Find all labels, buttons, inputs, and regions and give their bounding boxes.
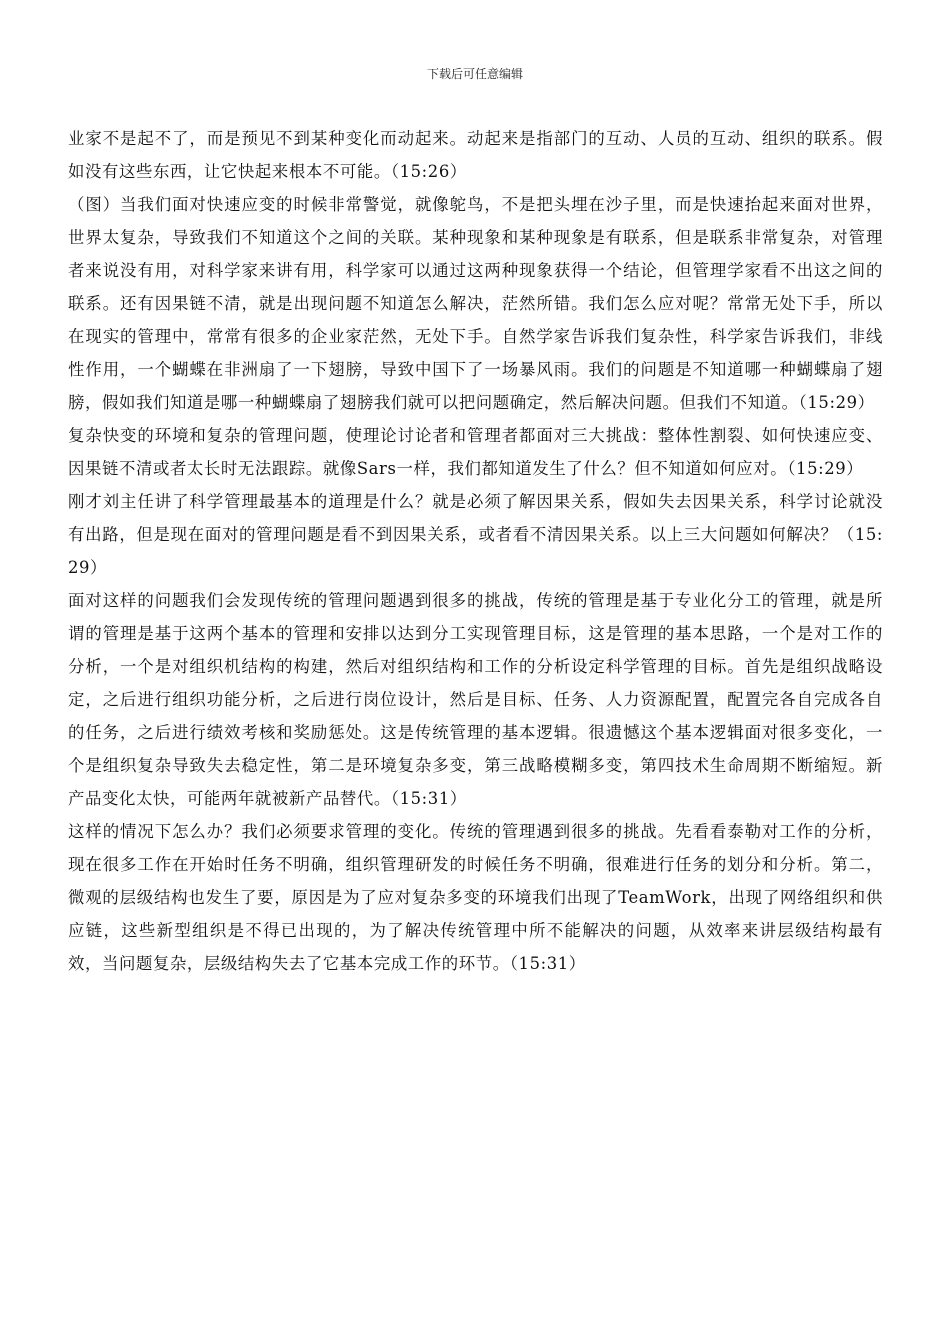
paragraph: 这样的情况下怎么办？我们必须要求管理的变化。传统的管理遇到很多的挑战。先看看泰勒对工作的分析，现在很多工作在开始时任务不明确，组织管理研发的时候任务不明确，很难进行任务的划分和分析。第二，微观的层级结构也发生了要，原因是为了应对复杂多变的环境我们出现了TeamWork，出现了网络组织和供应链，这些新型组织是不得已出现的，为了解决传统管理中所不能解决的问题，从效率来讲层级结构最有效，当问题复杂，层级结构失去了它基本完成工作的环节。（15:31） xyxy=(68,822,883,973)
paragraph: （图）当我们面对快速应变的时候非常警觉，就像鸵鸟，不是把头埋在沙子里，而是快速抬起来面对世界，世界太复杂，导致我们不知道这个之间的关联。某种现象和某种现象是有联系，但是联系非常复杂，对管理者来说没有用，对科学家来讲有用，科学家可以通过这两种现象获得一个结论，但管理学家看不出这之间的联系。还有因果链不清，就是出现问题不知道怎么解决，茫然所错。我们怎么应对呢？常常无处下手，所以在现实的管理中，常常有很多的企业家茫然，无处下手。自然学家告诉我们复杂性，科学家告诉我们，非线性作用，一个蝴蝶在非洲扇了一下翅膀，导致中国下了一场暴风雨。我们的问题是不知道哪一种蝴蝶扇了翅膀，假如我们知道是哪一种蝴蝶扇了翅膀我们就可以把问题确定，然后解决问题。但我们不知道。（15:29） xyxy=(68,195,883,412)
paragraph: 刚才刘主任讲了科学管理最基本的道理是什么？就是必须了解因果关系，假如失去因果关系，科学讨论就没有出路，但是现在面对的管理问题是看不到因果关系，或者看不清因果关系。以上三大问题如何解决？（15:29） xyxy=(68,492,883,577)
page-header: 下载后可任意编辑 xyxy=(426,67,523,81)
document-body xyxy=(68,122,883,980)
paragraph: 面对这样的问题我们会发现传统的管理问题遇到很多的挑战，传统的管理是基于专业化分工的管理，就是所谓的管理是基于这两个基本的管理和安排以达到分工实现管理目标，这是管理的基本思路，一个是对工作的分析，一个是对组织机结构的构建，然后对组织结构和工作的分析设定科学管理的目标。首先是组织战略设定，之后进行组织功能分析，之后进行岗位设计，然后是目标、任务、人力资源配置，配置完各自完成各自的任务，之后进行绩效考核和奖励惩处。这是传统管理的基本逻辑。很遗憾这个基本逻辑面对很多变化，一个是组织复杂导致失去稳定性，第二是环境复杂多变，第三战略模糊多变，第四技术生命周期不断缩短。新产品变化太快，可能两年就被新产品替代。（15:31） xyxy=(68,591,883,808)
paragraph: 复杂快变的环境和复杂的管理问题，使理论讨论者和管理者都面对三大挑战：整体性割裂、如何快速应变、因果链不清或者太长时无法跟踪。就像Sars一样，我们都知道发生了什么？但不知道如何应对。（15:29） xyxy=(68,426,883,478)
paragraph: 业家不是起不了，而是预见不到某种变化而动起来。动起来是指部门的互动、人员的互动、组织的联系。假如没有这些东西，让它快起来根本不可能。（15:26） xyxy=(68,129,883,181)
